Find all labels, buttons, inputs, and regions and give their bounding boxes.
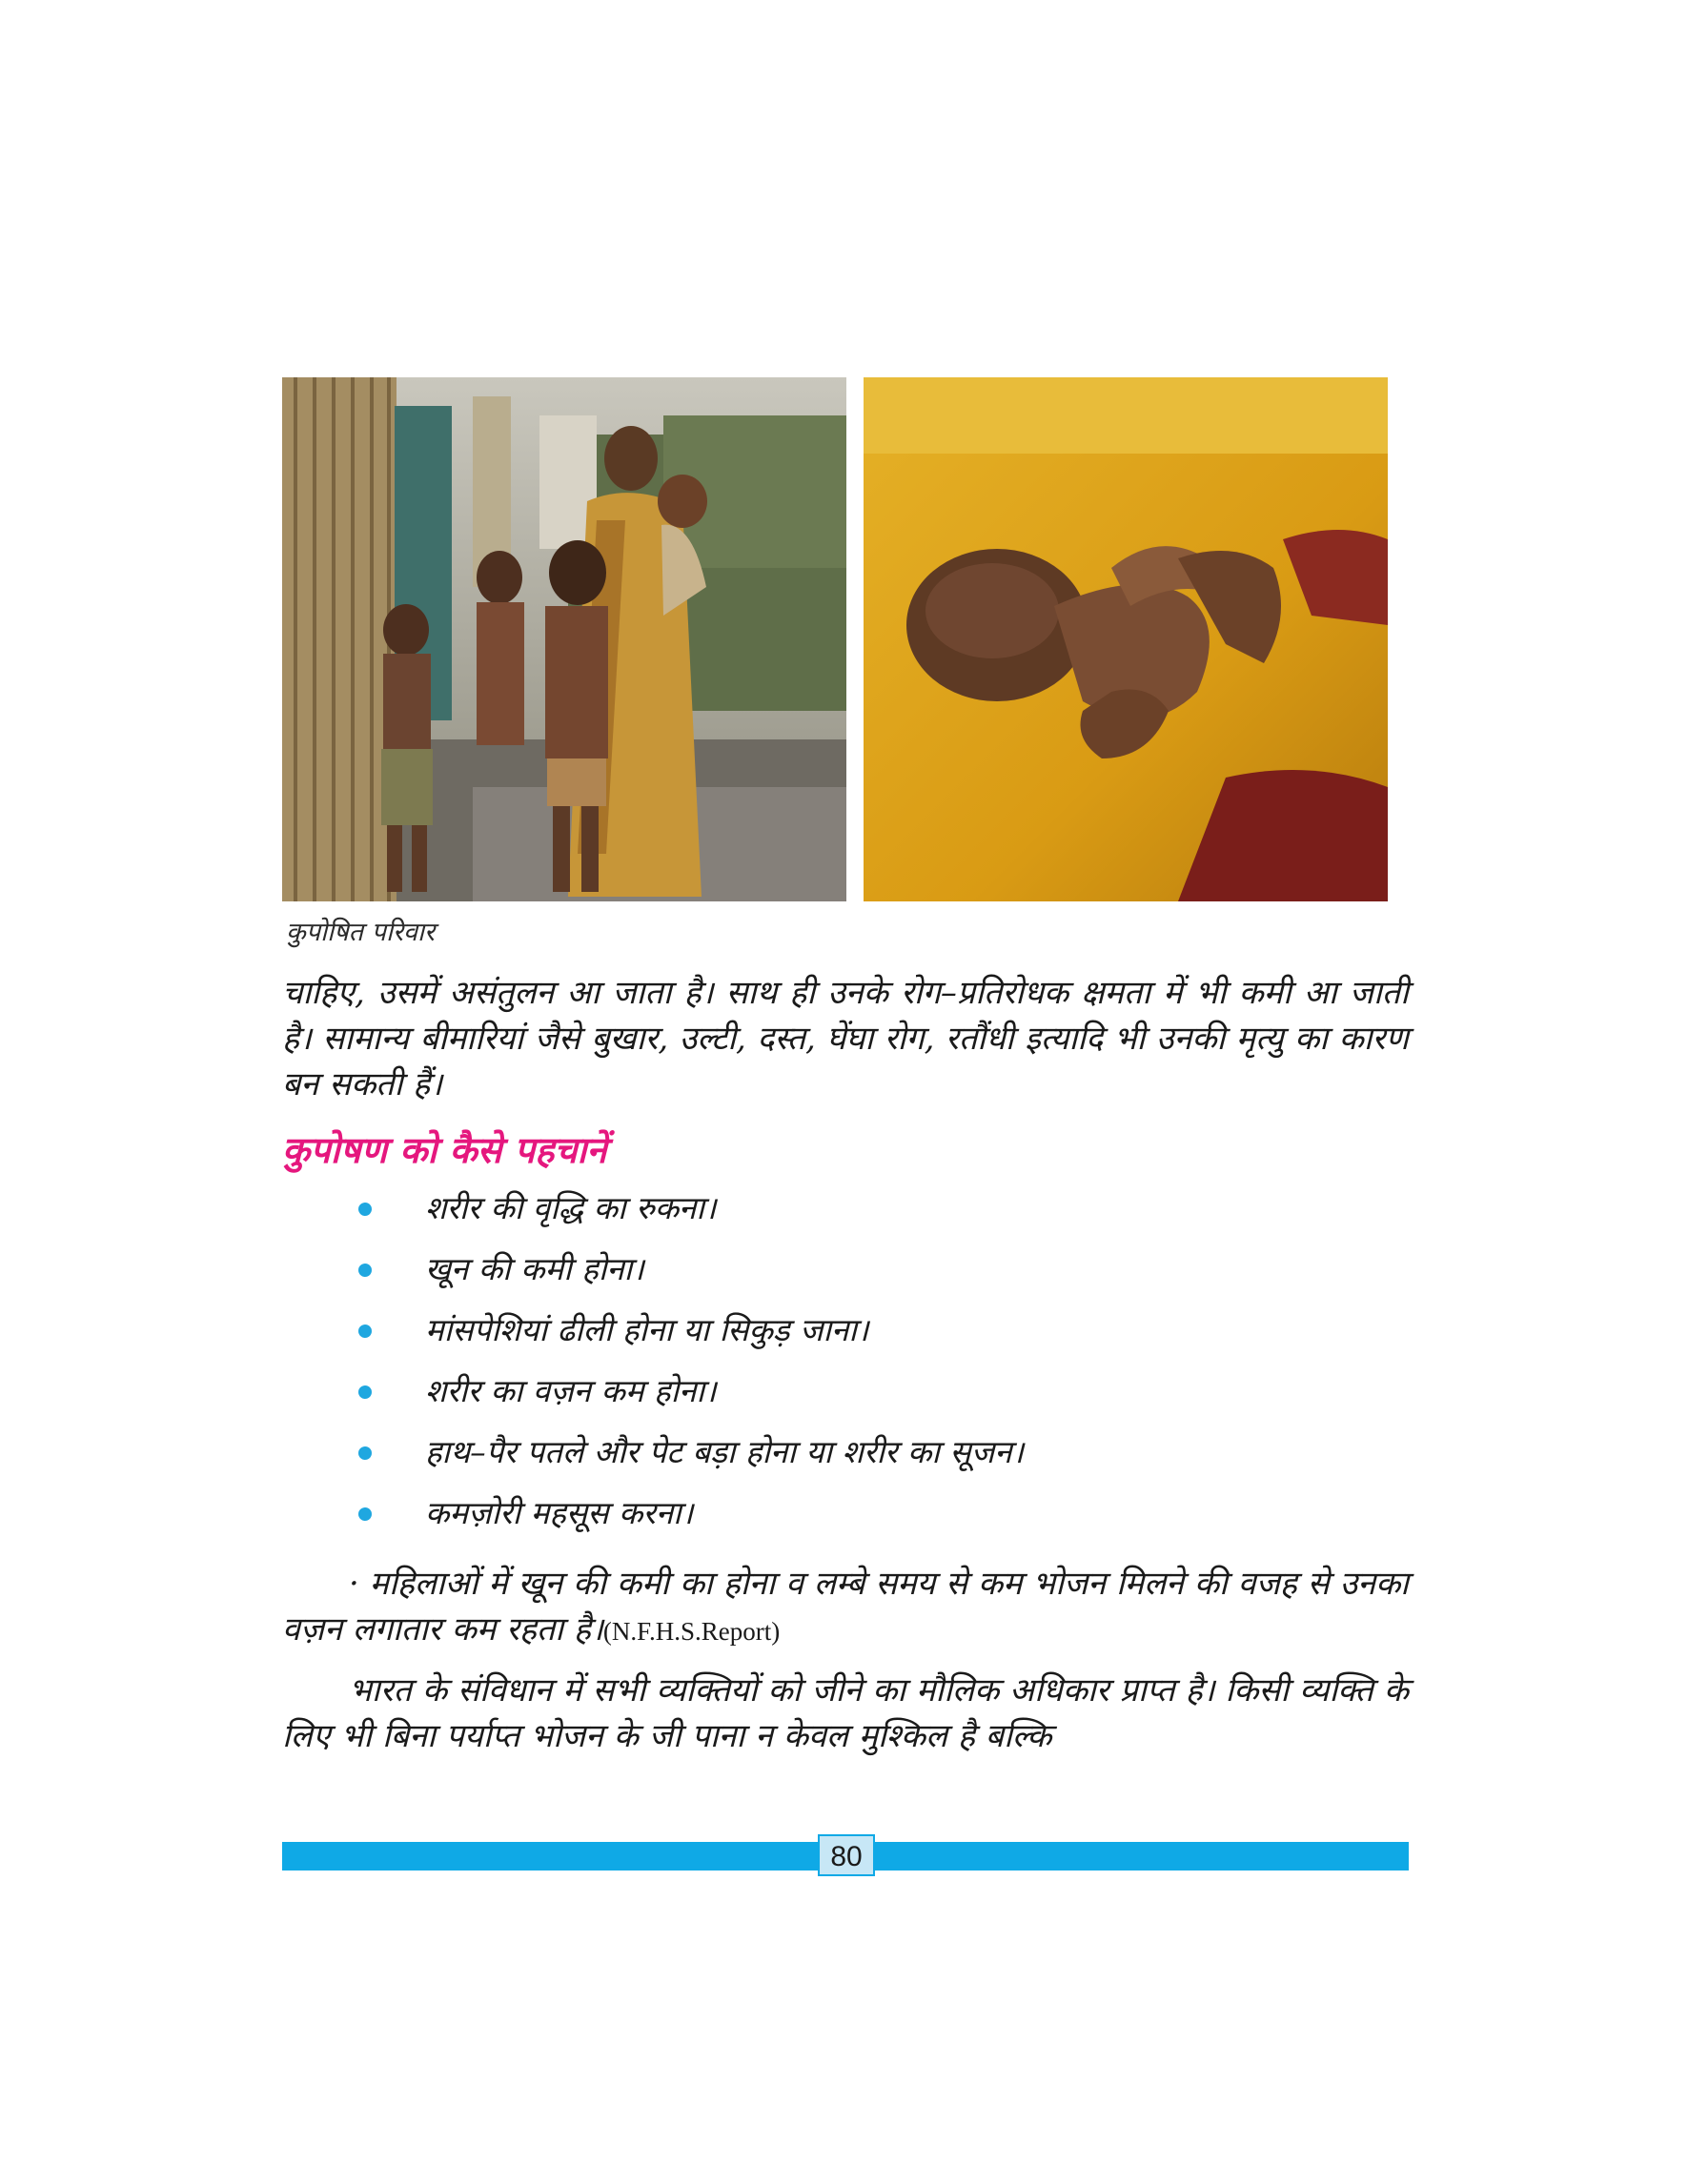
symptom-list [358, 1189, 1024, 1555]
page-number: 80 [818, 1834, 875, 1876]
list-item-text: शरीर का वज़न कम होना। [425, 1372, 717, 1409]
bullet-icon [358, 1385, 372, 1399]
photo-malnourished-infant [864, 377, 1388, 901]
photo-caption: कुपोषित परिवार [286, 918, 436, 947]
bullet-icon [358, 1325, 372, 1338]
paragraph-constitution: भारत के संविधान में सभी व्यक्तियों को जीने का मौलिक अधिकार प्राप्त है। किसी व्यक्ति के लिए भी बिना पर्याप्त भोजन के जी पाना न केवल मुश्किल है बल्कि [282, 1671, 1409, 1755]
report-reference: (N.F.H.S.Report) [602, 1617, 781, 1646]
paragraph-women-anemia [282, 1561, 1409, 1654]
list-item-text: शरीर की वृद्धि का रुकना। [425, 1189, 717, 1226]
list-item-text: मांसपेशियां ढीली होना या सिकुड़ जाना। [425, 1311, 869, 1348]
list-item [358, 1311, 1024, 1372]
list-item [358, 1372, 1024, 1433]
bullet-icon [358, 1507, 372, 1521]
bullet-icon [358, 1446, 372, 1460]
photo-malnourished-family [282, 377, 846, 901]
bullet-icon [358, 1264, 372, 1277]
list-item-text: हाथ–पैर पतले और पेट बड़ा होना या शरीर का सूजन। [425, 1433, 1025, 1470]
list-item [358, 1433, 1024, 1494]
list-item [358, 1494, 1024, 1555]
list-item [358, 1250, 1024, 1311]
list-item-text: कमज़ोरी महसूस करना। [425, 1494, 694, 1531]
paragraph-women-anemia-text: · महिलाओं में खून की कमी का होना व लम्बे समय से कम भोजन मिलने की वजह से उनका वज़न लगातार कम रहता है। [282, 1565, 1409, 1648]
list-item-text: खून की कमी होना। [425, 1250, 644, 1287]
section-heading: कुपोषण को कैसे पहचानें [282, 1129, 607, 1171]
paragraph-disease-impact: चाहिए, उसमें असंतुलन आ जाता है। साथ ही उनके रोग–प्रतिरोधक क्षमता में भी कमी आ जाती है। सामान्य बीमारियां जैसे बुखार, उल्टी, दस्त, घेंघा रोग, रतौंधी इत्यादि भी उनकी मृत्यु का कारण बन सकती हैं। [282, 974, 1409, 1103]
bullet-icon [358, 1203, 372, 1216]
list-item [358, 1189, 1024, 1250]
